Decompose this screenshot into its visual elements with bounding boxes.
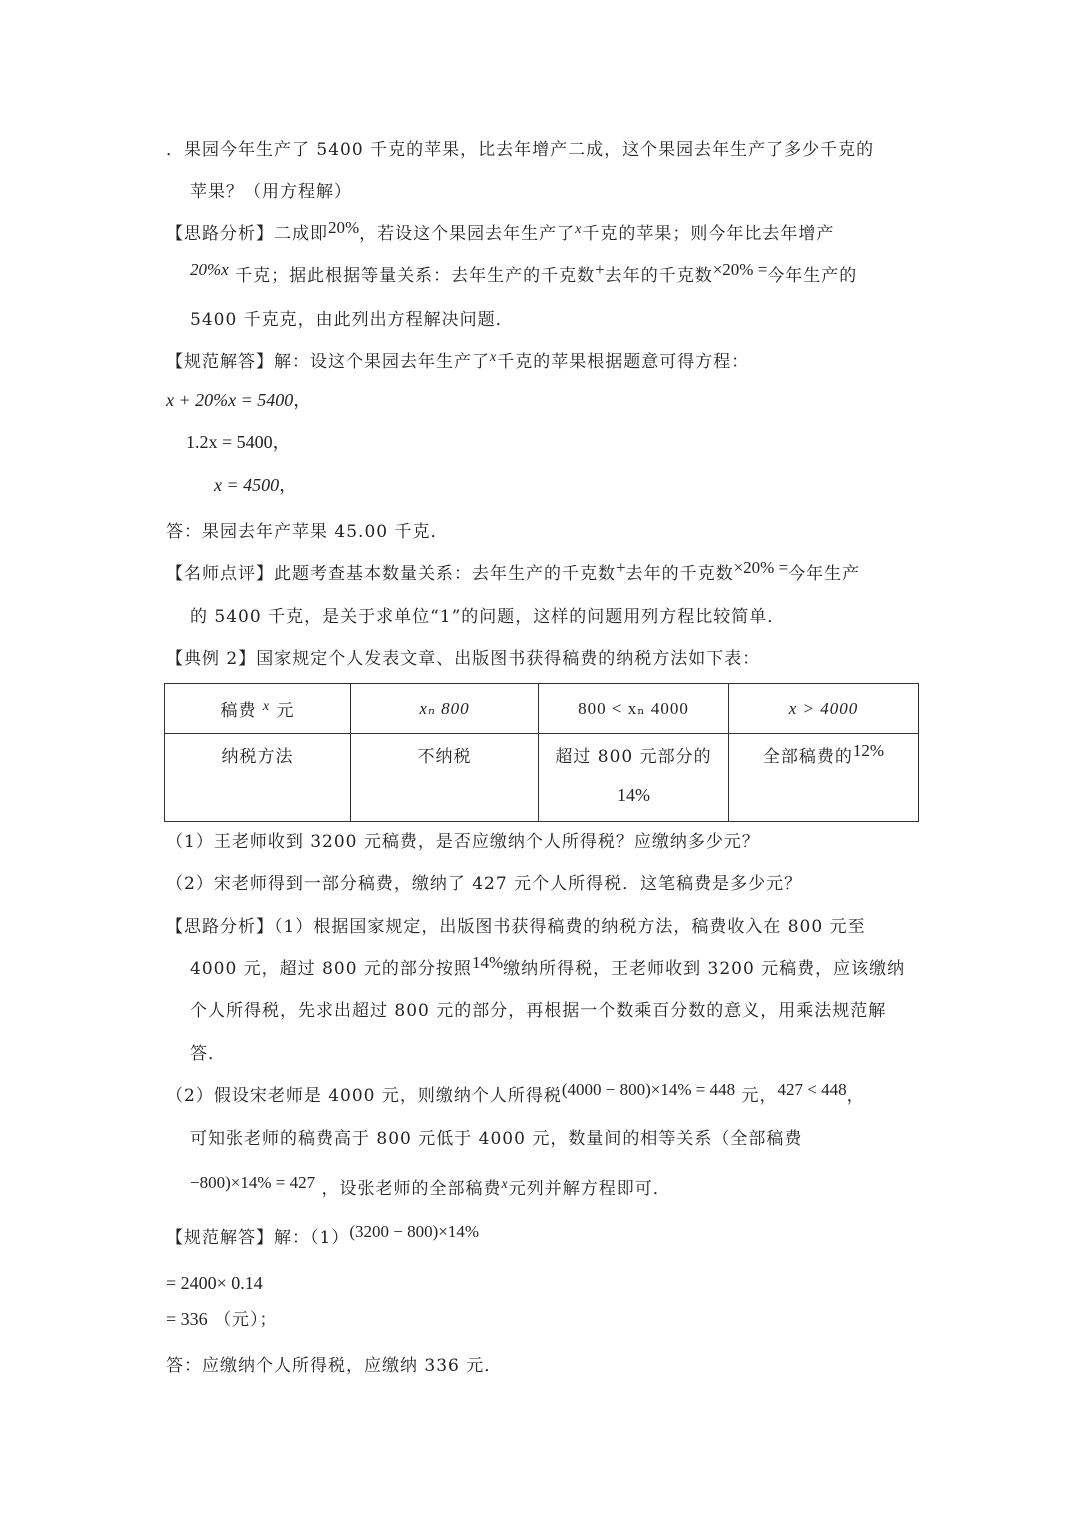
comment-1-line-1: [166, 558, 861, 586]
solution-2-step-1: = 2400× 0.14: [166, 1273, 263, 1293]
solution-2-step-2: [166, 1307, 278, 1332]
header-cell-range-1: xₙ 800: [351, 684, 539, 734]
comment-tag: 【名师点评】: [166, 564, 274, 584]
times-20pct: ×20% =: [733, 558, 789, 577]
analysis-1-text: 二成即: [274, 224, 328, 244]
equation-1: [166, 388, 311, 412]
percent-14: 14%: [471, 953, 504, 972]
tax-table: [164, 683, 919, 822]
header-fee-unit: 元: [276, 701, 295, 721]
full-tax-rate: 12%: [852, 741, 885, 760]
analysis-2-line-7: [190, 1173, 671, 1203]
variable-x: x: [490, 350, 498, 365]
problem-1-line-1: ．果园今年生产了 5400 千克的苹果，比去年增产二成，这个果园去年生产了多少千克的: [166, 140, 875, 160]
equation-1-text: x + 20%x = 5400: [166, 390, 294, 410]
solution-1-text-b: 千克的苹果根据题意可得方程：: [497, 352, 750, 372]
expr-3200: (3200 − 800)×14%: [349, 1222, 479, 1241]
equation-2: [186, 430, 291, 454]
analysis-2-text-e: 元，: [741, 1086, 778, 1106]
header-cell-range-3: x > 4000: [729, 684, 919, 734]
analysis-2-text-d: （2）假设宋老师是 4000 元，则缴纳个人所得税: [166, 1086, 562, 1106]
solution-2-intro: [166, 1222, 479, 1250]
comma: ，: [279, 475, 298, 495]
analysis-1-line-3: 5400 千克克，由此列出方程解决问题．: [190, 310, 514, 330]
analysis-2-text-g: 元列并解方程即可．: [508, 1179, 671, 1199]
analysis-2-text-b: 4000 元，超过 800 元的部分按照: [190, 959, 472, 979]
analysis-2-line-5: [166, 1080, 865, 1108]
problem-1-line-2: 苹果？（用方程解）: [190, 182, 352, 202]
variable-x: x: [575, 222, 583, 237]
analysis-1-line-2: [190, 260, 858, 288]
comma: ，: [846, 1086, 865, 1106]
percent-20: 20%: [328, 218, 360, 237]
table-header-row: [165, 684, 919, 734]
plus-sign: +: [616, 558, 626, 577]
expr-4000-tax: (4000 − 800)×14% = 448: [561, 1080, 736, 1099]
solution-1-intro: [166, 350, 749, 376]
example-2-title: [166, 647, 760, 671]
analysis-1-line-1: [166, 218, 835, 248]
cell-method-label: 纳税方法: [165, 734, 351, 822]
example-tag: 【典例 2】: [166, 649, 257, 669]
analysis-2-line-1: [166, 915, 866, 939]
step-2-value: = 336: [166, 1309, 208, 1329]
analysis-2-text-f: ，设张老师的全部稿费: [321, 1179, 502, 1199]
comment-1-text-b: 去年的千克数: [625, 564, 734, 584]
analysis-2-line-6: 可知张老师的稿费高于 800 元低于 4000 元，数量间的相等关系（全部稿费: [190, 1129, 803, 1149]
compare-427-448: 427 < 448: [777, 1080, 847, 1099]
header-cell-range-2: 800 < xₙ 4000: [539, 684, 729, 734]
cell-full-tax: [729, 734, 919, 822]
answer-2: 答：应缴纳个人所得税，应缴纳 336 元．: [166, 1356, 503, 1376]
analysis-1-text-e: 去年的千克数: [604, 266, 713, 286]
solution-tag: 【规范解答】: [166, 1228, 274, 1248]
partial-tax-text: 超过 800 元部分的: [555, 747, 712, 767]
plus-sign: +: [595, 260, 605, 279]
analysis-2-line-2: [190, 953, 906, 981]
analysis-2-line-3: 个人所得税，先求出超过 800 元的部分，再根据一个数乘百分数的意义，用乘法规范解: [190, 1001, 887, 1021]
cell-partial-tax: [539, 734, 729, 822]
comment-1-line-2: 的 5400 千克，是关于求单位“1”的问题，这样的问题用列方程比较简单．: [190, 607, 786, 627]
analysis-1-text-d: 千克；据此根据等量关系：去年生产的千克数: [235, 266, 596, 286]
analysis-1-text-c: 千克的苹果；则今年比去年增产: [582, 224, 835, 244]
comment-1-text: 此题考查基本数量关系：去年生产的千克数: [274, 564, 616, 584]
header-fee-label: 稿费: [220, 701, 257, 721]
analysis-2-text-c: 缴纳所得税，王老师收到 3200 元稿费，应该缴纳: [503, 959, 906, 979]
cell-no-tax: 不纳税: [351, 734, 539, 822]
equation-3-text: x = 4500: [214, 475, 280, 495]
analysis-2-line-4: 答．: [190, 1044, 226, 1064]
full-tax-text: 全部稿费的: [762, 747, 853, 767]
example-2-text: 国家规定个人发表文章、出版图书获得稿费的纳税方法如下表：: [256, 649, 761, 669]
solution-1-text: 解：设这个果园去年生产了: [274, 352, 490, 372]
times-20pct: ×20% =: [712, 260, 768, 279]
question-1: （1）王老师收到 3200 元稿费，是否应缴纳个人所得税？应缴纳多少元？: [166, 832, 760, 852]
equation-3: [214, 473, 297, 497]
analysis-1-text-f: 今年生产的: [767, 266, 858, 286]
step-2-end: ）；: [250, 1310, 278, 1330]
solution-tag: 【规范解答】: [166, 352, 274, 372]
analysis-1-text-b: ，若设这个果园去年生产了: [359, 224, 576, 244]
expr-20pct-x: 20%x: [190, 260, 229, 279]
solution-2-text: 解：（1）: [274, 1228, 350, 1248]
header-cell-fee: [165, 684, 351, 734]
table-data-row: [165, 734, 919, 822]
analysis-tag: 【思路分析】: [166, 917, 274, 937]
comment-1-text-c: 今年生产: [788, 564, 861, 584]
analysis-tag: 【思路分析】: [166, 224, 274, 244]
question-2: （2）宋老师得到一部分稿费，缴纳了 427 元个人所得税．这笔稿费是多少元？: [166, 874, 803, 894]
comma: ，: [272, 432, 291, 452]
expr-427: −800)×14% = 427: [190, 1173, 316, 1192]
variable-x: x: [262, 699, 271, 714]
partial-tax-rate: 14%: [617, 785, 650, 805]
comma: ，: [293, 390, 312, 410]
equation-2-text: 1.2x = 5400: [186, 432, 273, 452]
analysis-2-text: （1）根据国家规定，出版图书获得稿费的纳税方法，稿费收入在 800 元至: [274, 917, 866, 937]
step-2-unit: （元: [214, 1310, 251, 1330]
variable-x: x: [501, 1177, 509, 1192]
answer-1: 答：果园去年产苹果 45.00 千克．: [166, 522, 449, 542]
